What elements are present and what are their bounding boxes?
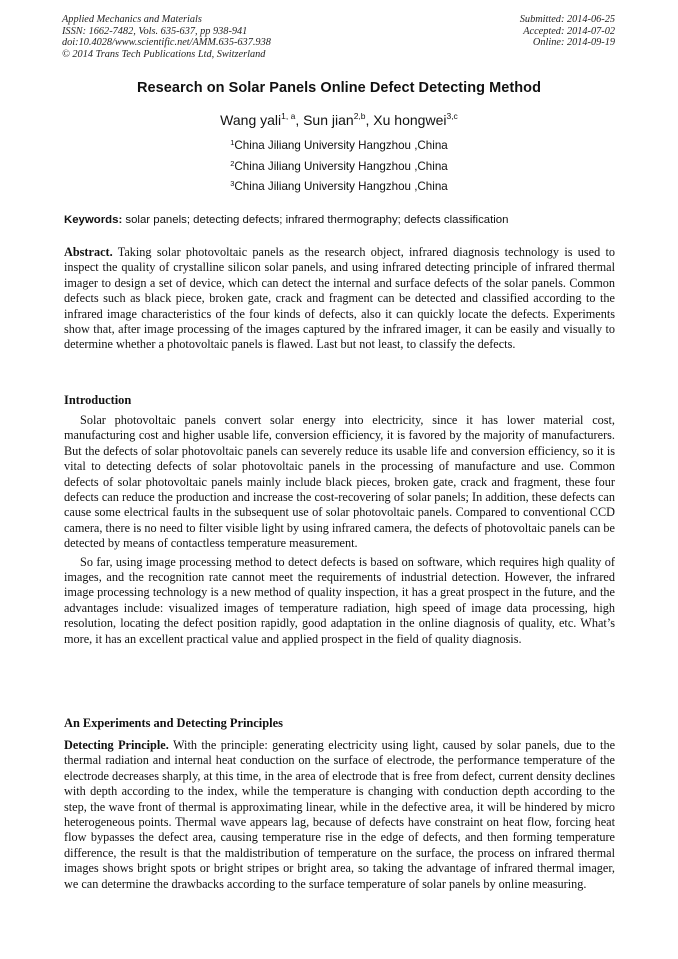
dates-header: [520, 14, 615, 49]
issn-line: ISSN: 1662-7482, Vols. 635-637, pp 938-941: [62, 25, 248, 37]
paper-title: Research on Solar Panels Online Defect Detecting Method: [136, 80, 541, 96]
affiliation-1: [0, 139, 678, 152]
affiliation-text: China Jiliang University Hangzhou ,China: [234, 160, 448, 173]
affiliation-number: 3: [230, 179, 235, 188]
copyright-line: © 2014 Trans Tech Publications Ltd, Switzerland: [62, 48, 266, 60]
author-name: Wang yali: [220, 112, 282, 128]
detecting-principle-label: Detecting Principle.: [64, 738, 169, 752]
introduction-paragraph-2: So far, using image processing method to detect defects is based on software, which requires high quality of images, and the recognition rate cannot meet the requirements of industrial detection. However, the infrared image processing technology is a new method of quality inspection, it has a great prospect in the future, and the advantages include: visualized images of temperature radiation, high speed of image data processing, high resolution, locating the defect position rapidly, good adaptation in the online diagnosis of quality, etc. What’s more, it has an excellent practical value and applied prospect in the field of quality diagnosis.: [64, 554, 615, 646]
author-list: [0, 112, 678, 128]
affiliation-3: [0, 180, 678, 193]
accepted-date: Accepted: 2014-07-02: [523, 25, 615, 37]
author-separator: ,: [295, 112, 304, 128]
detecting-principle-text: With the principle: generating electricity using light, caused by solar panels, due to the thermal radiation and internal heat conduction on the surface of electrode, the performance temperature of the electrode decreases sharply, at this time, in the area of electrode that is free from defect, current density declines with depth according to the index, while the temperature is changing with conduction depth according to the step, the wave front of thermal is approximating linear, while in the defective area, it will be hindered by micro heterogeneous points. Thermal wave appears lag, because of defects have constraint on heat flow, forcing heat flow bypasses the defect area, causing temperature rise in the edge of defects, and then forming temperature difference, the result is that the maldistribution of temperature on the surface, the process on infrared thermal images shows bright spots or bright stripes or bright area, so taking the advantage of infrared thermal imager, we can determine the drawbacks according to the surface temperature of solar panels by online measuring.: [64, 738, 616, 891]
journal-name: Applied Mechanics and Materials: [62, 14, 202, 25]
introduction-heading: Introduction: [64, 393, 132, 407]
abstract: [64, 245, 615, 353]
introduction-body: [64, 413, 615, 647]
author-superscript: 3,c: [446, 111, 458, 121]
affiliation-number: 1: [230, 138, 235, 147]
author-superscript: 1, a: [281, 111, 296, 121]
abstract-label: Abstract.: [64, 245, 113, 259]
keywords-text: solar panels; detecting defects; infrared thermography; defects classification: [125, 214, 509, 226]
detecting-principle: [64, 738, 615, 892]
abstract-text: Taking solar photovoltaic panels as the research object, infrared diagnosis technology is used to inspect the quality of crystalline silicon solar panels, and using infrared detecting principle of infrared thermal imager to design a set of device, which can detect the internal and surface defects of the solar panels. Common defects such as black piece, broken gate, crack and fragment can be detected and classified according to the infrared image characteristics of the four kinds of defects, also it can quickly locate the defects. Experiments show that, after image processing of the images captured by the infrared imager, it can be easily and visually to determine whether a photovoltaic panels is flawed. Last but not least, to classify the defects.: [64, 245, 616, 352]
affiliation-text: China Jiliang University Hangzhou ,China: [234, 180, 448, 193]
affiliation-number: 2: [230, 159, 235, 168]
author-name: Xu hongwei: [373, 112, 447, 128]
author-superscript: 2,b: [353, 111, 366, 121]
keywords-label: Keywords:: [64, 214, 123, 226]
online-date: Online: 2014-09-19: [532, 37, 615, 49]
author-separator: ,: [365, 112, 374, 128]
affiliation-2: [0, 160, 678, 173]
affiliation-text: China Jiliang University Hangzhou ,China: [234, 139, 448, 152]
keywords-line: [64, 214, 616, 226]
submitted-date: Submitted: 2014-06-25: [519, 14, 615, 25]
doi-line[interactable]: doi:10.4028/www.scientific.net/AMM.635-637.938: [62, 37, 271, 49]
journal-header: [62, 14, 271, 60]
author-name: Sun jian: [303, 112, 354, 128]
experiments-heading: An Experiments and Detecting Principles: [64, 716, 283, 730]
introduction-paragraph-1: Solar photovoltaic panels convert solar energy into electricity, since it has lower material cost, manufacturing cost and higher usable life, conversion efficiency, it is favored by the majority of manufacturers. But the defects of solar photovoltaic panels can severely reduce its usable life and conversion efficiency, so it is vital to detecting defects of solar photovoltaic panels in the processing of manufacture and use. Common defects of solar photovoltaic panels mainly include black pieces, broken gate, crack and fragment, these four defects can reduce the production and increase the cost-recovering of solar panels; In addition, these defects can cause some electrical faults in the subsequent use of solar photovoltaic panels. Compared to conventional CCD camera, there is no need to filter visible light by using infrared camera, the defects of photovoltaic panels can be detected by means of contactless temperature measurement.: [64, 413, 615, 551]
